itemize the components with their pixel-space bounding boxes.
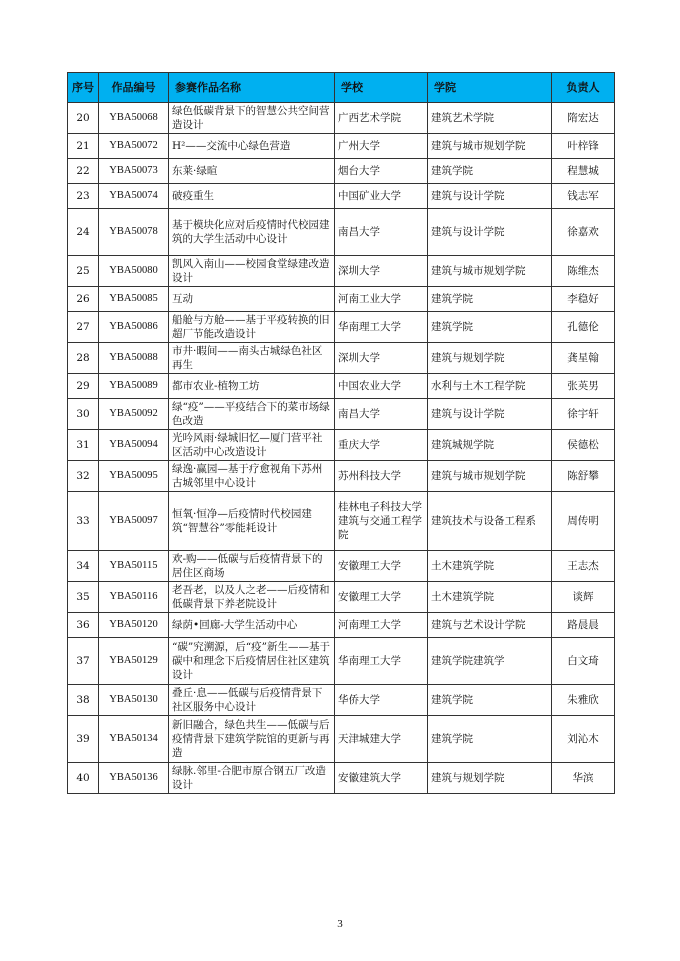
- cell-college: 建筑与规划学院: [428, 343, 552, 374]
- cell-school: 南昌大学: [335, 399, 428, 430]
- cell-lead: 白文琦: [552, 638, 615, 685]
- cell-index: 21: [68, 134, 99, 159]
- cell-college: 建筑学院: [428, 716, 552, 763]
- cell-college: 建筑学院: [428, 312, 552, 343]
- cell-lead: 陈维杰: [552, 256, 615, 287]
- cell-index: 34: [68, 551, 99, 582]
- cell-school: 华南理工大学: [335, 638, 428, 685]
- cell-title: 绿荫•回廊-大学生活动中心: [169, 613, 335, 638]
- cell-code: YBA50130: [99, 685, 169, 716]
- cell-college: 建筑与设计学院: [428, 184, 552, 209]
- table-row: [68, 134, 615, 159]
- cell-school: 华南理工大学: [335, 312, 428, 343]
- cell-title: 叠丘·息——低碳与后疫情背景下社区服务中心设计: [169, 685, 335, 716]
- cell-school: 烟台大学: [335, 159, 428, 184]
- cell-code: YBA50094: [99, 430, 169, 461]
- cell-title: 船舱与方舱——基于平疫转换的旧超厂节能改造设计: [169, 312, 335, 343]
- table-row: [68, 256, 615, 287]
- cell-school: 南昌大学: [335, 209, 428, 256]
- table-row: [68, 430, 615, 461]
- table-row: [68, 716, 615, 763]
- cell-college: 建筑学院建筑学: [428, 638, 552, 685]
- cell-index: 24: [68, 209, 99, 256]
- cell-lead: 钱志军: [552, 184, 615, 209]
- cell-code: YBA50088: [99, 343, 169, 374]
- cell-lead: 刘沁木: [552, 716, 615, 763]
- cell-school: 安徽理工大学: [335, 582, 428, 613]
- cell-title: 欢-购——低碳与后疫情背景下的居住区商场: [169, 551, 335, 582]
- cell-college: 建筑与城市规划学院: [428, 134, 552, 159]
- table-row: [68, 638, 615, 685]
- table-row: [68, 613, 615, 638]
- cell-code: YBA50080: [99, 256, 169, 287]
- cell-lead: 谈辉: [552, 582, 615, 613]
- table-row: [68, 492, 615, 551]
- cell-title: 凯风入南山——校园食堂绿建改造设计: [169, 256, 335, 287]
- cell-lead: 张英男: [552, 374, 615, 399]
- cell-index: 36: [68, 613, 99, 638]
- cell-lead: 徐嘉欢: [552, 209, 615, 256]
- header-lead: 负责人: [552, 73, 615, 103]
- cell-code: YBA50116: [99, 582, 169, 613]
- cell-college: 水利与土木工程学院: [428, 374, 552, 399]
- cell-code: YBA50095: [99, 461, 169, 492]
- cell-college: 建筑与艺术设计学院: [428, 613, 552, 638]
- cell-school: 苏州科技大学: [335, 461, 428, 492]
- cell-college: 建筑与城市规划学院: [428, 256, 552, 287]
- cell-title: 绿脉.邻里-合肥市原合钢五厂改造设计: [169, 763, 335, 794]
- cell-college: 建筑技术与设备工程系: [428, 492, 552, 551]
- cell-title: 破疫重生: [169, 184, 335, 209]
- cell-title: “碳”究溯源，后“疫”新生——基于碳中和理念下后疫情居住社区建筑设计: [169, 638, 335, 685]
- cell-index: 38: [68, 685, 99, 716]
- cell-index: 37: [68, 638, 99, 685]
- cell-code: YBA50136: [99, 763, 169, 794]
- cell-code: YBA50092: [99, 399, 169, 430]
- cell-title: 老吾老，以及人之老——后疫情和低碳背景下养老院设计: [169, 582, 335, 613]
- cell-college: 建筑学院: [428, 685, 552, 716]
- cell-index: 23: [68, 184, 99, 209]
- cell-code: YBA50134: [99, 716, 169, 763]
- table-row: [68, 312, 615, 343]
- cell-school: 河南理工大学: [335, 613, 428, 638]
- cell-code: YBA50086: [99, 312, 169, 343]
- cell-college: 建筑与设计学院: [428, 209, 552, 256]
- cell-index: 26: [68, 287, 99, 312]
- cell-school: 华侨大学: [335, 685, 428, 716]
- cell-title: 绿色低碳背景下的智慧公共空间营造设计: [169, 103, 335, 134]
- cell-school: 深圳大学: [335, 256, 428, 287]
- table-row: [68, 582, 615, 613]
- cell-school: 中国农业大学: [335, 374, 428, 399]
- cell-school: 广西艺术学院: [335, 103, 428, 134]
- header-title: 参赛作品名称: [169, 73, 335, 103]
- cell-college: 建筑城规学院: [428, 430, 552, 461]
- cell-school: 桂林电子科技大学建筑与交通工程学院: [335, 492, 428, 551]
- cell-index: 30: [68, 399, 99, 430]
- cell-code: YBA50073: [99, 159, 169, 184]
- cell-index: 27: [68, 312, 99, 343]
- cell-college: 建筑学院: [428, 287, 552, 312]
- cell-code: YBA50068: [99, 103, 169, 134]
- cell-index: 25: [68, 256, 99, 287]
- cell-title: H²——交流中心绿色营造: [169, 134, 335, 159]
- cell-index: 22: [68, 159, 99, 184]
- table-row: [68, 343, 615, 374]
- cell-code: YBA50085: [99, 287, 169, 312]
- table-row: [68, 685, 615, 716]
- cell-school: 重庆大学: [335, 430, 428, 461]
- cell-college: 建筑与城市规划学院: [428, 461, 552, 492]
- cell-code: YBA50089: [99, 374, 169, 399]
- cell-college: 建筑与设计学院: [428, 399, 552, 430]
- cell-college: 建筑与规划学院: [428, 763, 552, 794]
- cell-school: 中国矿业大学: [335, 184, 428, 209]
- cell-school: 广州大学: [335, 134, 428, 159]
- header-index: 序号: [68, 73, 99, 103]
- cell-college: 土木建筑学院: [428, 551, 552, 582]
- header-school: 学校: [335, 73, 428, 103]
- table-row: [68, 209, 615, 256]
- cell-lead: 周传明: [552, 492, 615, 551]
- cell-college: 建筑学院: [428, 159, 552, 184]
- cell-index: 29: [68, 374, 99, 399]
- cell-lead: 陈舒攀: [552, 461, 615, 492]
- cell-college: 建筑艺术学院: [428, 103, 552, 134]
- table-row: [68, 103, 615, 134]
- cell-index: 32: [68, 461, 99, 492]
- cell-code: YBA50074: [99, 184, 169, 209]
- cell-index: 33: [68, 492, 99, 551]
- table-header-row: [68, 73, 615, 103]
- cell-lead: 徐宇轩: [552, 399, 615, 430]
- cell-code: YBA50072: [99, 134, 169, 159]
- cell-lead: 侯德松: [552, 430, 615, 461]
- table-row: [68, 159, 615, 184]
- page-number: 3: [337, 918, 343, 930]
- cell-index: 20: [68, 103, 99, 134]
- header-college: 学院: [428, 73, 552, 103]
- table-row: [68, 374, 615, 399]
- cell-title: 互动: [169, 287, 335, 312]
- cell-title: 东莱·绿暄: [169, 159, 335, 184]
- cell-lead: 王志杰: [552, 551, 615, 582]
- cell-title: 光吟风雨·绿城旧忆—厦门营平社区活动中心改造设计: [169, 430, 335, 461]
- cell-school: 安徽建筑大学: [335, 763, 428, 794]
- cell-school: 深圳大学: [335, 343, 428, 374]
- cell-title: 绿“疫”——平疫结合下的菜市场绿色改造: [169, 399, 335, 430]
- cell-lead: 隋宏达: [552, 103, 615, 134]
- cell-title: 新旧融合，绿色共生——低碳与后疫情背景下建筑学院馆的更新与再造: [169, 716, 335, 763]
- cell-lead: 程慧城: [552, 159, 615, 184]
- cell-code: YBA50078: [99, 209, 169, 256]
- cell-title: 基于模块化应对后疫情时代校园建筑的大学生活动中心设计: [169, 209, 335, 256]
- cell-title: 都市农业-植物工坊: [169, 374, 335, 399]
- cell-lead: 路晨晨: [552, 613, 615, 638]
- cell-index: 35: [68, 582, 99, 613]
- table-row: [68, 399, 615, 430]
- cell-lead: 朱雅欣: [552, 685, 615, 716]
- cell-school: 安徽理工大学: [335, 551, 428, 582]
- cell-code: YBA50097: [99, 492, 169, 551]
- cell-code: YBA50120: [99, 613, 169, 638]
- table-row: [68, 763, 615, 794]
- awards-table: [67, 72, 615, 794]
- cell-lead: 李稳好: [552, 287, 615, 312]
- table-row: [68, 551, 615, 582]
- header-code: 作品编号: [99, 73, 169, 103]
- cell-index: 31: [68, 430, 99, 461]
- cell-title: 恒氧·恒净—后疫情时代校园建筑“智慧谷”零能耗设计: [169, 492, 335, 551]
- cell-lead: 孔德伦: [552, 312, 615, 343]
- cell-index: 39: [68, 716, 99, 763]
- cell-college: 土木建筑学院: [428, 582, 552, 613]
- cell-index: 40: [68, 763, 99, 794]
- cell-lead: 华滨: [552, 763, 615, 794]
- cell-lead: 龚星翰: [552, 343, 615, 374]
- cell-code: YBA50115: [99, 551, 169, 582]
- table-row: [68, 287, 615, 312]
- table-row: [68, 461, 615, 492]
- cell-title: 绿逸·赢园—基于疗愈视角下苏州古城邻里中心设计: [169, 461, 335, 492]
- table-row: [68, 184, 615, 209]
- cell-lead: 叶梓锋: [552, 134, 615, 159]
- cell-code: YBA50129: [99, 638, 169, 685]
- cell-title: 市井·暇间——南头古城绿色社区再生: [169, 343, 335, 374]
- cell-index: 28: [68, 343, 99, 374]
- cell-school: 天津城建大学: [335, 716, 428, 763]
- cell-school: 河南工业大学: [335, 287, 428, 312]
